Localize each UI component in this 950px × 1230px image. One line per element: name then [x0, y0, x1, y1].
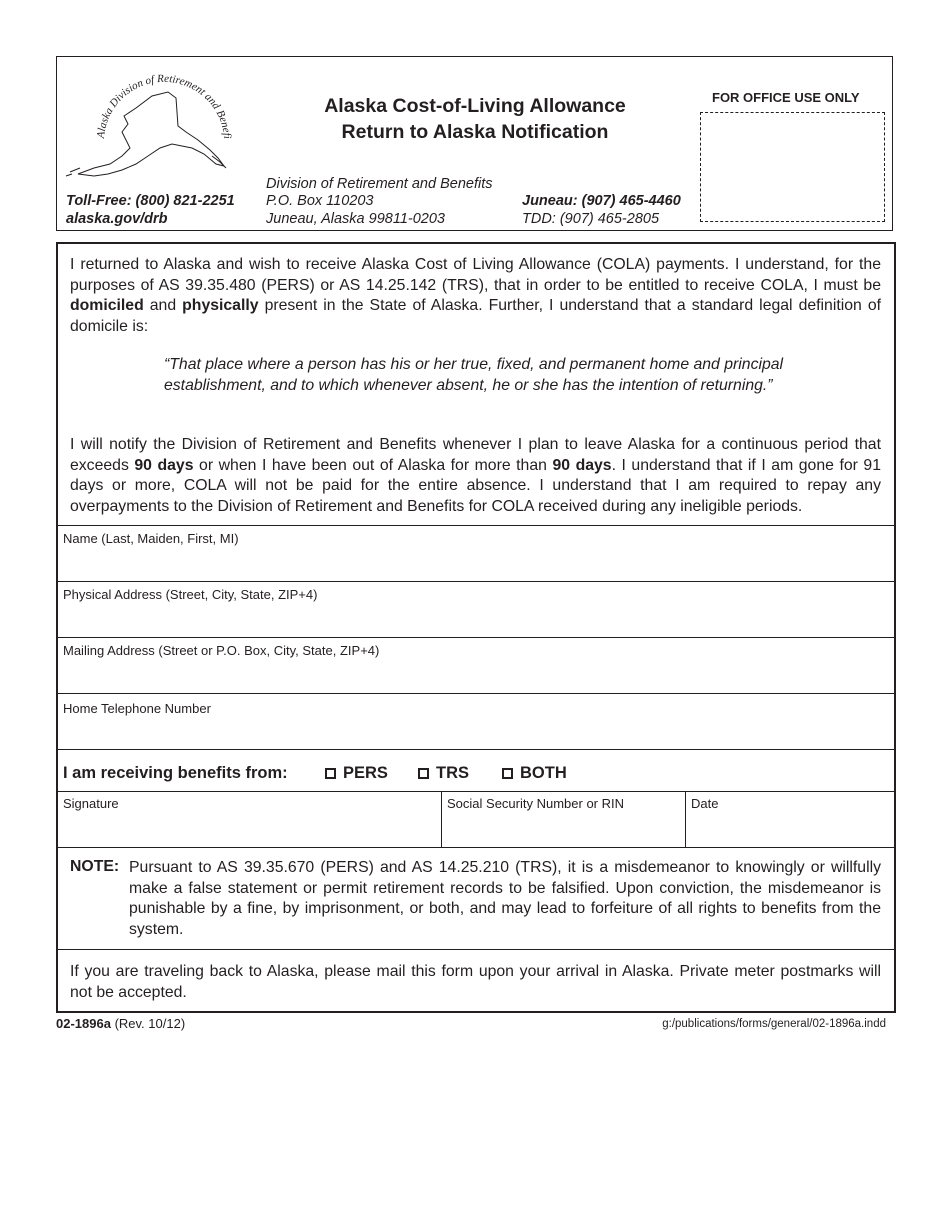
mailing-address-field[interactable] [58, 660, 894, 692]
form-number-code: 02-1896a [56, 1016, 111, 1031]
office-use-box [700, 112, 885, 222]
file-path: g:/publications/forms/general/02-1896a.indd [662, 1018, 886, 1030]
note-label: NOTE: [70, 858, 120, 875]
divider [56, 525, 896, 526]
svg-text:Alaska Division of Retirement [64, 68, 233, 140]
travel-notice: If you are traveling back to Alaska, please mail this form upon your arrival in Alaska. Private meter postmarks will not be accepted. [70, 963, 881, 1001]
signature-field[interactable] [58, 813, 440, 846]
form-revision: (Rev. 10/12) [114, 1016, 186, 1031]
divider [56, 749, 896, 750]
ssn-field[interactable] [443, 813, 684, 846]
divider [441, 791, 442, 847]
divider [56, 637, 896, 638]
intro-text: or when I have been out of Alaska for more than [193, 456, 553, 474]
both-checkbox[interactable] [502, 768, 513, 779]
note-text: Pursuant to AS 39.35.670 (PERS) and AS 14.25.210 (TRS), it is a misdemeanor to knowingly or willfully make a false statement or permit retirement records to be falsified. Upon conviction, the misdemeanor is punishable by a fine, by imprisonment, or both, and may lead to forfeiture of all rights to benefits from the system. [129, 859, 881, 938]
home-phone-label: Home Telephone Number [63, 701, 211, 716]
alaska-map-icon [64, 68, 236, 180]
intro-emphasis-domiciled: domiciled [70, 297, 144, 315]
intro-emphasis-90-days: 90 days [552, 456, 612, 474]
intro-text: present in the State of Alaska. Further, I understand that a standard legal definition of domicile is: [70, 297, 882, 335]
divider [56, 847, 896, 848]
divider [56, 949, 896, 950]
intro-text: I returned to Alaska and wish to receive Alaska Cost of Living Allowance (COLA) payments. I understand, for the purposes of AS 39.35.480 (PERS) or AS 14.25.142 (TRS), that in order to be entitled to receive COLA, I must be [70, 256, 881, 294]
both-checkbox-option[interactable] [502, 764, 567, 783]
name-field-label: Name (Last, Maiden, First, MI) [63, 531, 239, 546]
ssn-label: Social Security Number or RIN [447, 796, 624, 811]
divider [56, 581, 896, 582]
physical-address-label: Physical Address (Street, City, State, ZIP+4) [63, 587, 318, 602]
benefits-label: I am receiving benefits from: [63, 764, 288, 782]
juneau-phone: Juneau: (907) 465-4460 [522, 193, 681, 209]
division-name: Division of Retirement and Benefits [266, 176, 493, 192]
mailing-address-label: Mailing Address (Street or P.O. Box, City, State, ZIP+4) [63, 643, 380, 658]
divider [56, 791, 896, 792]
date-field[interactable] [687, 813, 893, 846]
po-box: P.O. Box 110203 [266, 193, 374, 209]
divider [685, 791, 686, 847]
form-title: Alaska Cost-of-Living Allowance [324, 95, 626, 117]
city-state-zip: Juneau, Alaska 99811-0203 [266, 211, 445, 227]
office-use-label: FOR OFFICE USE ONLY [712, 90, 860, 105]
intro-text: I will notify the Division of Retirement and Benefits whenever I plan to leave Alaska for a continuous period that exceeds [70, 436, 881, 474]
physical-address-field[interactable] [58, 604, 894, 636]
intro-emphasis-90-days: 90 days [134, 456, 194, 474]
intro-paragraph-2 [70, 435, 881, 517]
signature-label: Signature [63, 796, 119, 811]
intro-text: and [143, 297, 183, 315]
domicile-definition-quote: “That place where a person has his or her true, fixed, and permanent home and principal establishment, and to which whenever absent, he or she has the intention of returning.” [164, 356, 784, 394]
trs-label: TRS [436, 764, 469, 782]
trs-checkbox[interactable] [418, 768, 429, 779]
intro-paragraph-1 [70, 255, 881, 337]
trs-checkbox-option[interactable] [418, 764, 469, 783]
toll-free-phone: Toll-Free: (800) 821-2251 [66, 193, 235, 209]
website: alaska.gov/drb [66, 211, 168, 227]
intro-emphasis-physically: physically [182, 297, 259, 315]
benefits-row [63, 764, 288, 783]
intro-text: . I understand that if I am gone for 91 days or more, COLA will not be paid for the entire absence. I understand that I am required to repay any overpayments to the Division of Retirement and Benefits for COLA received during any ineligible periods. [70, 456, 881, 515]
pers-checkbox[interactable] [325, 768, 336, 779]
home-phone-field[interactable] [58, 718, 894, 748]
seal-text: Alaska Division of Retirement and Benefi [94, 72, 234, 140]
tdd-phone: TDD: (907) 465-2805 [522, 211, 660, 227]
form-number [56, 1016, 185, 1031]
division-seal [64, 68, 236, 180]
pers-checkbox-option[interactable] [325, 764, 388, 783]
form-subtitle: Return to Alaska Notification [341, 121, 609, 143]
pers-label: PERS [343, 764, 388, 782]
both-label: BOTH [520, 764, 567, 782]
name-field[interactable] [58, 548, 894, 580]
divider [56, 693, 896, 694]
date-label: Date [691, 796, 719, 811]
